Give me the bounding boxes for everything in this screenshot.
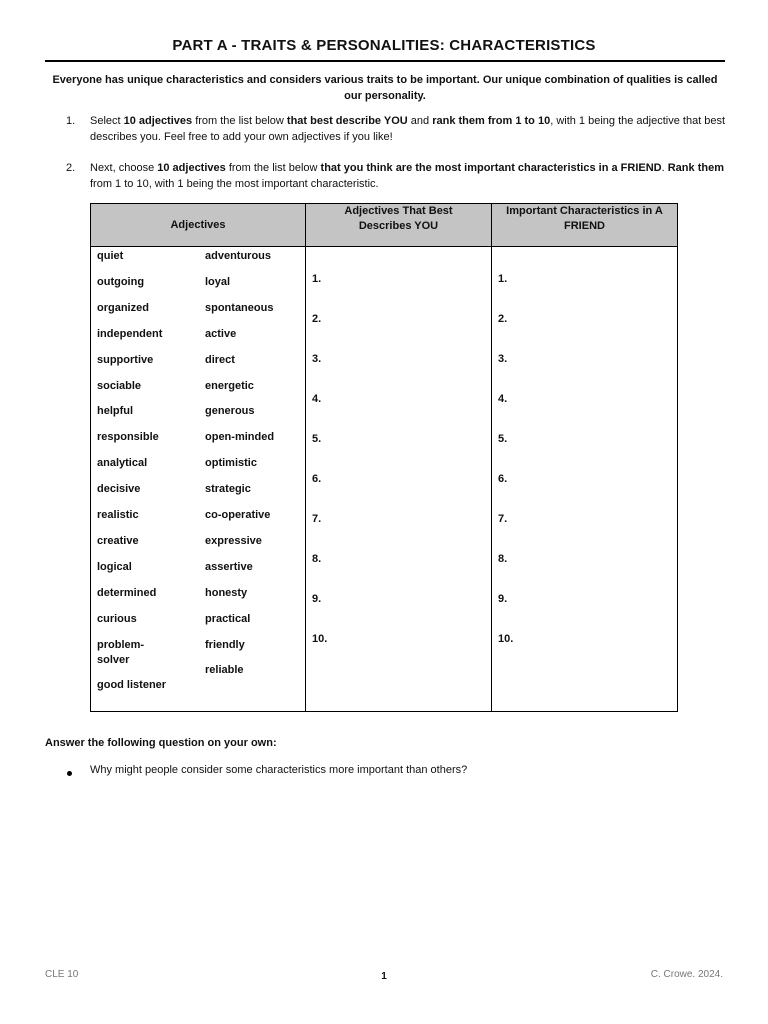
column-divider (305, 204, 306, 711)
instruction-number: 1. (66, 115, 76, 127)
rank-you-item[interactable]: 2. (312, 313, 322, 325)
instruction-emphasis: that best describe YOU (286, 115, 408, 127)
adjective-item: direct (205, 353, 235, 366)
rank-friend-item[interactable]: 3. (498, 353, 508, 365)
rank-friend-item[interactable]: 8. (498, 553, 508, 565)
instruction-emphasis: 10 adjectives (123, 115, 193, 127)
column-divider (491, 204, 492, 711)
adjective-item: co-operative (205, 509, 271, 521)
adjective-item: generous (205, 405, 255, 418)
adjective-item: expressive (205, 534, 262, 547)
adjective-item: good listener (97, 679, 167, 692)
instruction-emphasis: that you think are the most important characteristics in a FRIEND (320, 162, 662, 174)
rank-you-item[interactable]: 3. (312, 353, 322, 365)
rank-friend-item[interactable]: 2. (498, 313, 508, 325)
rank-friend-item[interactable]: 6. (498, 473, 508, 485)
instruction-part: , with 1 being the adjective that best describes you. Feel free to add your own adjectives if you like! (90, 115, 726, 143)
instruction-number: 2. (66, 162, 76, 174)
instruction-1 (66, 113, 726, 145)
instruction-emphasis: rank them from 1 to 10 (432, 115, 551, 127)
adjective-item: helpful (97, 405, 134, 418)
adjective-item: sociable (97, 379, 142, 392)
adjective-item: practical (205, 612, 251, 625)
rank-friend-item[interactable]: 1. (498, 273, 508, 285)
header-friend (492, 204, 677, 246)
rank-you-item[interactable]: 1. (312, 273, 322, 285)
adjective-item: determined (97, 586, 157, 599)
adjective-item: independent (97, 327, 163, 340)
header-label: Important Characteristics in A FRIEND (506, 205, 663, 232)
adjective-item: organized (97, 301, 149, 314)
instruction-2 (66, 160, 726, 192)
bullet-icon (67, 771, 72, 776)
adjective-item: adventurous (205, 250, 272, 262)
page-number: 1 (381, 971, 387, 982)
rank-you-item[interactable]: 9. (312, 593, 322, 605)
header-label: Adjectives That Best Describes YOU (344, 205, 453, 232)
adjective-item: energetic (205, 379, 254, 392)
adjective-item: outgoing (97, 275, 145, 288)
header-adjectives: Adjectives (170, 218, 226, 231)
adjective-item: creative (97, 534, 139, 547)
rank-friend-item[interactable]: 5. (498, 433, 508, 445)
adjective-item: assertive (205, 560, 253, 573)
question-heading: Answer the following question on your own: (45, 737, 277, 749)
adjective-item: logical (97, 560, 132, 573)
adjective-item: strategic (205, 483, 251, 496)
adjective-item: friendly (205, 638, 245, 651)
rank-you-item[interactable]: 10. (312, 633, 328, 645)
adjective-item: quiet (97, 250, 124, 262)
adjective-item: realistic (97, 509, 139, 521)
page-title: PART A - TRAITS & PERSONALITIES: CHARACTERISTICS (172, 37, 596, 54)
instruction-part: from the list below (225, 162, 321, 174)
rank-you-item[interactable]: 6. (312, 473, 322, 485)
adjective-item: responsible (97, 431, 159, 444)
instruction-part: from the list below (192, 115, 287, 127)
instruction-part: . (661, 162, 668, 174)
adjective-item: supportive (97, 353, 154, 366)
adjective-item: optimistic (205, 457, 257, 470)
adjectives-table (90, 203, 678, 712)
rank-friend-item[interactable]: 4. (498, 393, 508, 405)
intro-text: Everyone has unique characteristics and considers various traits to be important. Our unique combination of qualities is called our personality. (52, 74, 718, 102)
footer-author: C. Crowe. 2024. (650, 969, 723, 980)
instruction-part: from 1 to 10, with 1 being the most important characteristic. (90, 178, 379, 190)
adjective-item: decisive (97, 483, 141, 496)
question-text: Why might people consider some characteristics more important than others? (90, 764, 468, 776)
instruction-emphasis: Rank them (667, 162, 724, 174)
instruction-text (90, 113, 726, 145)
rank-friend-item[interactable]: 7. (498, 513, 508, 525)
adjective-item: curious (97, 612, 137, 625)
title-divider (45, 60, 725, 62)
header-describes-you (306, 204, 491, 246)
rank-friend-item[interactable]: 9. (498, 593, 508, 605)
adjective-item: loyal (205, 275, 231, 288)
adjective-item: spontaneous (205, 301, 274, 314)
adjective-item: reliable (205, 664, 244, 677)
rank-you-item[interactable]: 8. (312, 553, 322, 565)
adjective-item: active (205, 327, 237, 340)
instruction-part: and (407, 115, 433, 127)
instruction-part: Select (90, 115, 124, 127)
adjective-item: analytical (97, 457, 148, 470)
instruction-part: Next, choose (90, 162, 158, 174)
rank-you-item[interactable]: 4. (312, 393, 322, 405)
adjective-item: problem-solver (97, 638, 145, 666)
instruction-emphasis: 10 adjectives (157, 162, 226, 174)
rank-you-item[interactable]: 5. (312, 433, 322, 445)
footer-course: CLE 10 (45, 969, 79, 980)
adjective-item: open-minded (205, 431, 275, 444)
rank-you-item[interactable]: 7. (312, 513, 322, 525)
rank-friend-item[interactable]: 10. (498, 633, 514, 645)
adjective-item: honesty (205, 586, 248, 599)
instruction-text (90, 160, 726, 192)
